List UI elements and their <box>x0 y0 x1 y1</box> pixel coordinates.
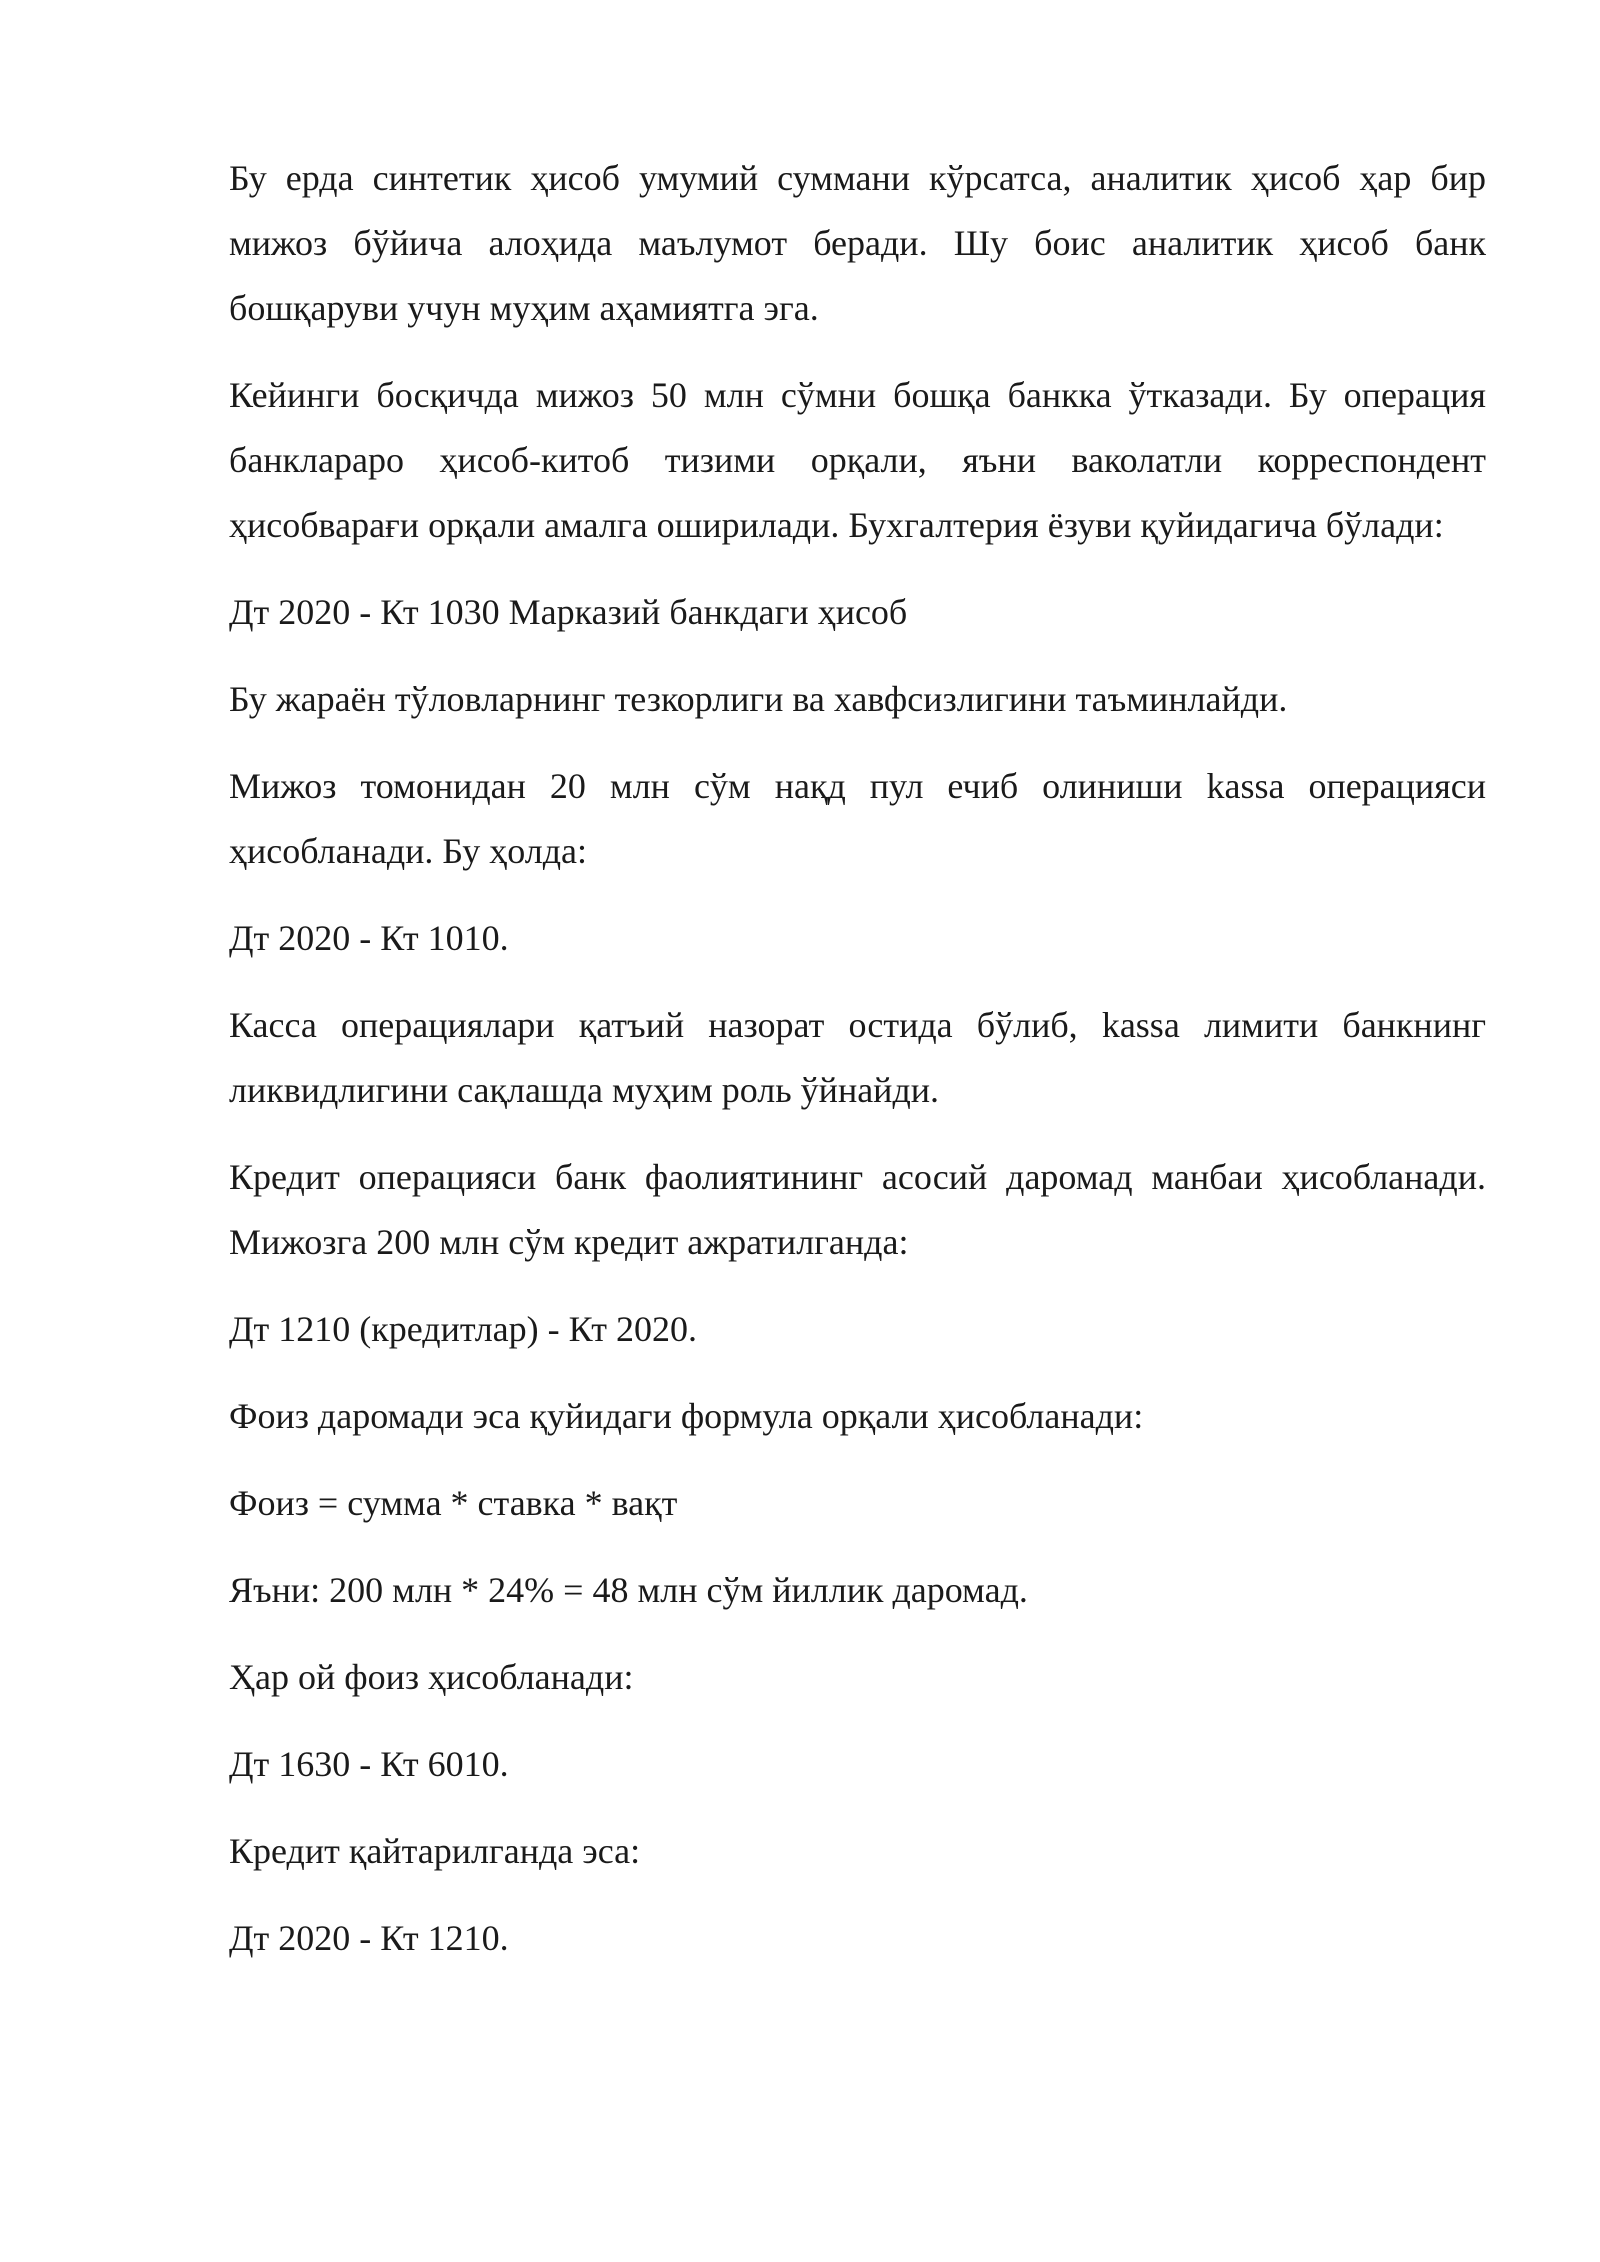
interest-formula: Фоиз = сумма * ставка * вақт <box>229 1483 678 1523</box>
document-body <box>229 146 1486 1993</box>
entry-dt2020-kt1030: Дт 2020 - Кт 1030 Марказий банкдаги ҳисоб <box>229 592 908 632</box>
entry-dt2020-kt1010: Дт 2020 - Кт 1010. <box>229 918 509 958</box>
interest-example: Яъни: 200 млн * 24% = 48 млн сўм йиллик даромад. <box>229 1570 1028 1610</box>
paragraph-synthetic-analytic: Бу ерда синтетик ҳисоб умумий суммани кўрсатса, аналитик ҳисоб ҳар бир мижоз бўйича алоҳида маълумот беради. Шу боис аналитик ҳисоб банк бошқаруви учун муҳим аҳамиятга эга. <box>229 158 1486 328</box>
paragraph-cash-withdrawal: Мижоз томонидан 20 млн сўм нақд пул ечиб олиниши kassa операцияси ҳисобланади. Бу ҳолда: <box>229 766 1486 871</box>
paragraph-interbank-transfer: Кейинги босқичда мижоз 50 млн сўмни бошқа банкка ўтказади. Бу операция банклараро ҳисоб-китоб тизими орқали, яъни ваколатли корреспондент ҳисобварағи орқали амалга оширилади. Бухгалтерия ёзуви қуйидагича бўлади: <box>229 375 1486 545</box>
entry-dt1210-kt2020: Дт 1210 (кредитлар) - Кт 2020. <box>229 1309 697 1349</box>
entry-dt1630-kt6010: Дт 1630 - Кт 6010. <box>229 1744 509 1784</box>
paragraph-payment-security: Бу жараён тўловларнинг тезкорлиги ва хавфсизлигини таъминлайди. <box>229 679 1288 719</box>
entry-dt2020-kt1210: Дт 2020 - Кт 1210. <box>229 1918 509 1958</box>
paragraph-interest-formula-intro: Фоиз даромади эса қуйидаги формула орқали ҳисобланади: <box>229 1396 1144 1436</box>
paragraph-cash-control: Касса операциялари қатъий назорат остида бўлиб, kassa лимити банкнинг ликвидлигини сақлашда муҳим роль ўйнайди. <box>229 1005 1486 1110</box>
paragraph-credit-operation: Кредит операцияси банк фаолиятининг асосий даромад манбаи ҳисобланади. Мижозга 200 млн сўм кредит ажратилганда: <box>229 1157 1486 1262</box>
paragraph-monthly-interest: Ҳар ой фоиз ҳисобланади: <box>229 1657 634 1697</box>
paragraph-credit-repayment: Кредит қайтарилганда эса: <box>229 1831 641 1871</box>
